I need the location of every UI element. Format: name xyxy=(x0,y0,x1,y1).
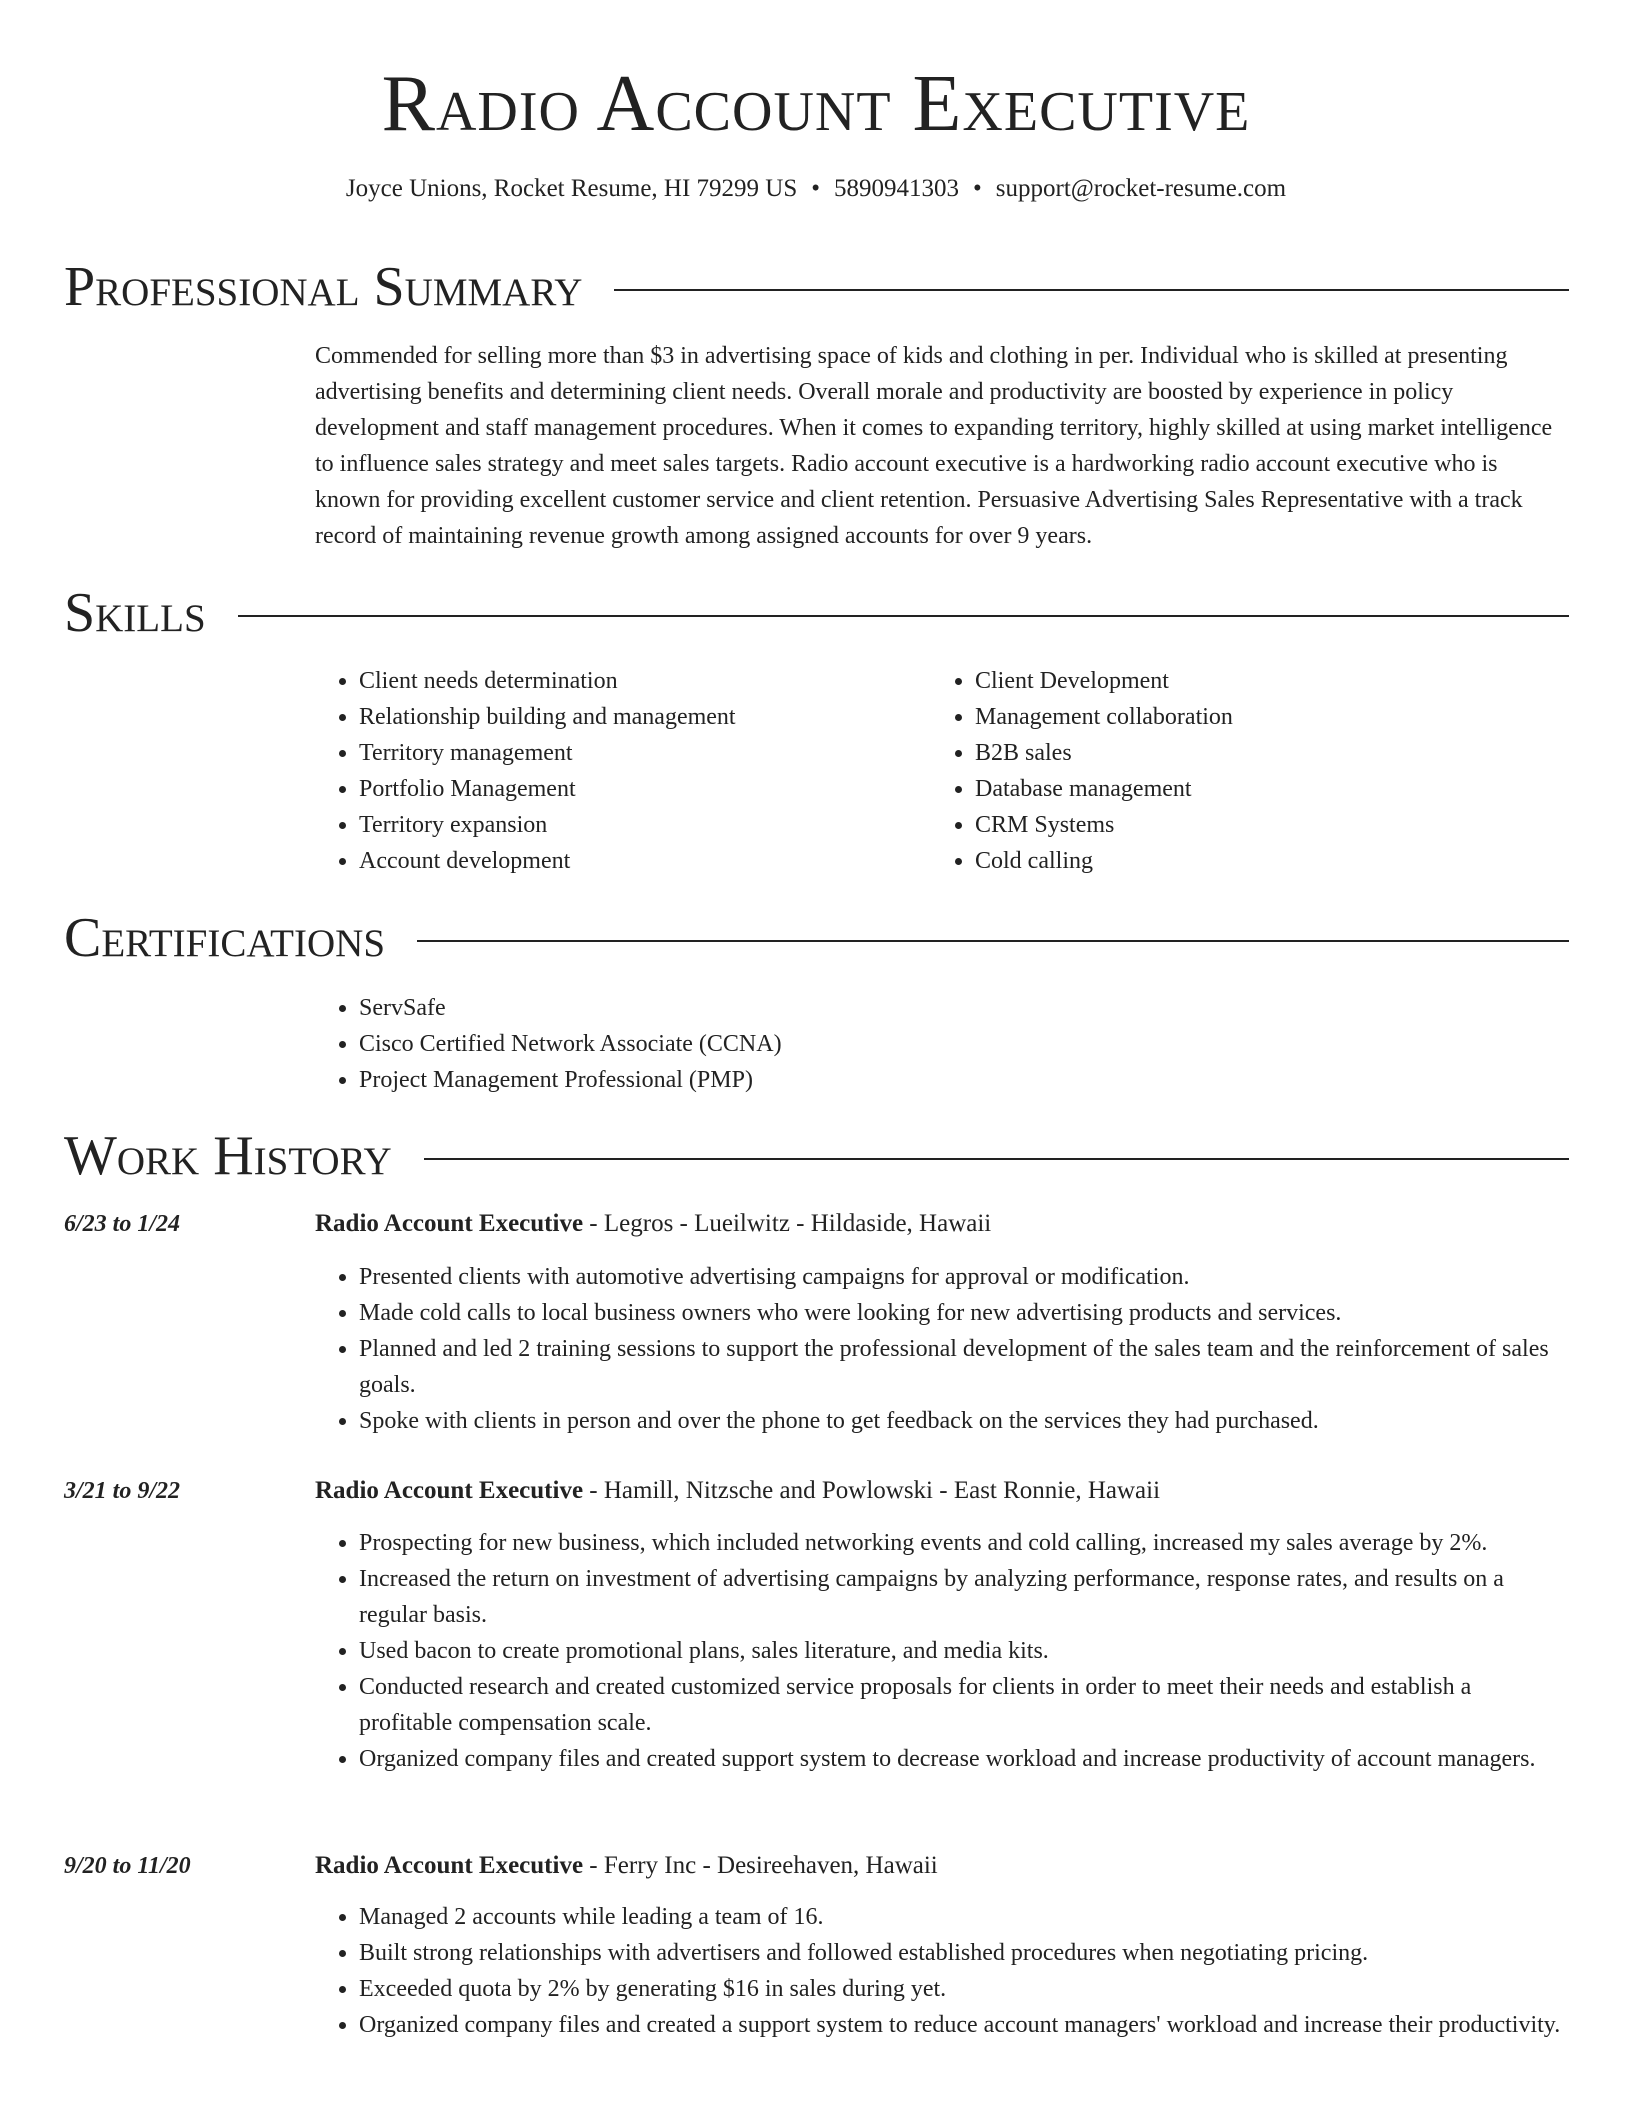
skill-item: • Client needs determination xyxy=(359,663,915,699)
contact-address: Joyce Unions, Rocket Resume, HI 79299 US xyxy=(345,175,798,202)
certification-item: • Cisco Certified Network Associate (CCNA) xyxy=(359,1026,1565,1062)
job-dates: 9/20 to 11/20 xyxy=(64,1853,191,1879)
certification-item: • ServSafe xyxy=(359,990,1565,1026)
duty-item: • Organized company files and created support system to decrease workload and increase productivity of account managers. xyxy=(359,1741,1565,1777)
certifications-section-header xyxy=(64,903,1569,973)
work-history-section-header xyxy=(64,1121,1569,1191)
certifications-section-title: Certifications xyxy=(64,907,386,969)
job-details: - Ferry Inc - Desireehaven, Hawaii xyxy=(583,1852,938,1879)
job-duties xyxy=(315,1259,1565,1439)
duty-item: • Spoke with clients in person and over the phone to get feedback on the services they had purchased. xyxy=(359,1403,1565,1439)
job-role: Radio Account Executive xyxy=(315,1477,584,1504)
skill-item: • CRM Systems xyxy=(975,807,1561,843)
duty-item: • Planned and led 2 training sessions to support the professional development of the sales team and the reinforcement of sales goals. xyxy=(359,1331,1565,1403)
section-divider xyxy=(614,289,1569,291)
skill-item: • B2B sales xyxy=(975,735,1561,771)
job-role: Radio Account Executive xyxy=(315,1210,584,1237)
job-heading xyxy=(315,1473,1565,1509)
skill-item: • Territory expansion xyxy=(359,807,915,843)
skill-item: • Cold calling xyxy=(975,843,1561,879)
duty-item: • Exceeded quota by 2% by generating $16 in sales during yet. xyxy=(359,1971,1565,2007)
skills-column-left xyxy=(315,663,915,879)
job-duties xyxy=(315,1899,1565,2043)
section-divider xyxy=(417,940,1569,942)
job-duties xyxy=(315,1525,1565,1777)
contact-separator: • xyxy=(811,175,821,202)
job-role: Radio Account Executive xyxy=(315,1852,584,1879)
skills-section-header xyxy=(64,578,1569,648)
certification-item: • Project Management Professional (PMP) xyxy=(359,1062,1565,1098)
skill-item: • Management collaboration xyxy=(975,699,1561,735)
contact-separator: • xyxy=(973,175,982,202)
skills-section-title: Skills xyxy=(64,582,206,644)
job-details: - Legros - Lueilwitz - Hildaside, Hawaii xyxy=(583,1210,992,1237)
resume-name: Radio Account Executive xyxy=(381,60,1251,148)
work-history-section-title: Work History xyxy=(64,1125,392,1187)
section-divider xyxy=(424,1158,1569,1160)
duty-item: • Organized company files and created a support system to reduce account managers' workload and increase their productivity. xyxy=(359,2007,1565,2043)
summary-section-header xyxy=(64,252,1569,322)
duty-item: • Prospecting for new business, which included networking events and cold calling, increased my sales average by 2%. xyxy=(359,1525,1565,1561)
job-heading xyxy=(315,1206,1565,1242)
job-dates: 6/23 to 1/24 xyxy=(64,1211,181,1237)
skill-item: • Client Development xyxy=(975,663,1561,699)
duty-item: • Increased the return on investment of advertising campaigns by analyzing performance, response rates, and results on a regular basis. xyxy=(359,1561,1565,1633)
summary-section-title: Professional Summary xyxy=(64,256,583,318)
contact-email: support@rocket-resume.com xyxy=(995,175,1287,202)
skill-item: • Relationship building and management xyxy=(359,699,915,735)
summary-text: Commended for selling more than $3 in advertising space of kids and clothing in per. Individual who is skilled at presenting advertising benefits and determining client needs. Overall morale and productivity are boosted by experience in policy development and staff management procedures. When it comes to expanding territory, highly skilled at using market intelligence to influence sales strategy and meet sales targets. Radio account executive is a hardworking radio account executive who is known for providing excellent customer service and client retention. Persuasive Advertising Sales Representative with a track record of maintaining revenue growth among assigned accounts for over 9 years. xyxy=(315,343,1553,549)
skills-column-right xyxy=(931,663,1561,879)
duty-item: • Used bacon to create promotional plans, sales literature, and media kits. xyxy=(359,1633,1565,1669)
certifications-list xyxy=(315,990,1565,1098)
duty-item: • Made cold calls to local business owners who were looking for new advertising products and services. xyxy=(359,1295,1565,1331)
skill-item: • Territory management xyxy=(359,735,915,771)
duty-item: • Managed 2 accounts while leading a team of 16. xyxy=(359,1899,1565,1935)
skill-item: • Portfolio Management xyxy=(359,771,915,807)
section-divider xyxy=(238,615,1569,617)
duty-item: • Presented clients with automotive advertising campaigns for approval or modification. xyxy=(359,1259,1565,1295)
contact-phone: 5890941303 xyxy=(834,175,960,202)
job-dates: 3/21 to 9/22 xyxy=(64,1478,181,1504)
duty-item: • Built strong relationships with advertisers and followed established procedures when negotiating pricing. xyxy=(359,1935,1565,1971)
job-details: - Hamill, Nitzsche and Powlowski - East Ronnie, Hawaii xyxy=(583,1477,1161,1504)
duty-item: • Conducted research and created customized service proposals for clients in order to meet their needs and establish a profitable compensation scale. xyxy=(359,1669,1565,1741)
contact-line xyxy=(0,172,1632,206)
job-heading xyxy=(315,1848,1565,1884)
skill-item: • Account development xyxy=(359,843,915,879)
skill-item: • Database management xyxy=(975,771,1561,807)
